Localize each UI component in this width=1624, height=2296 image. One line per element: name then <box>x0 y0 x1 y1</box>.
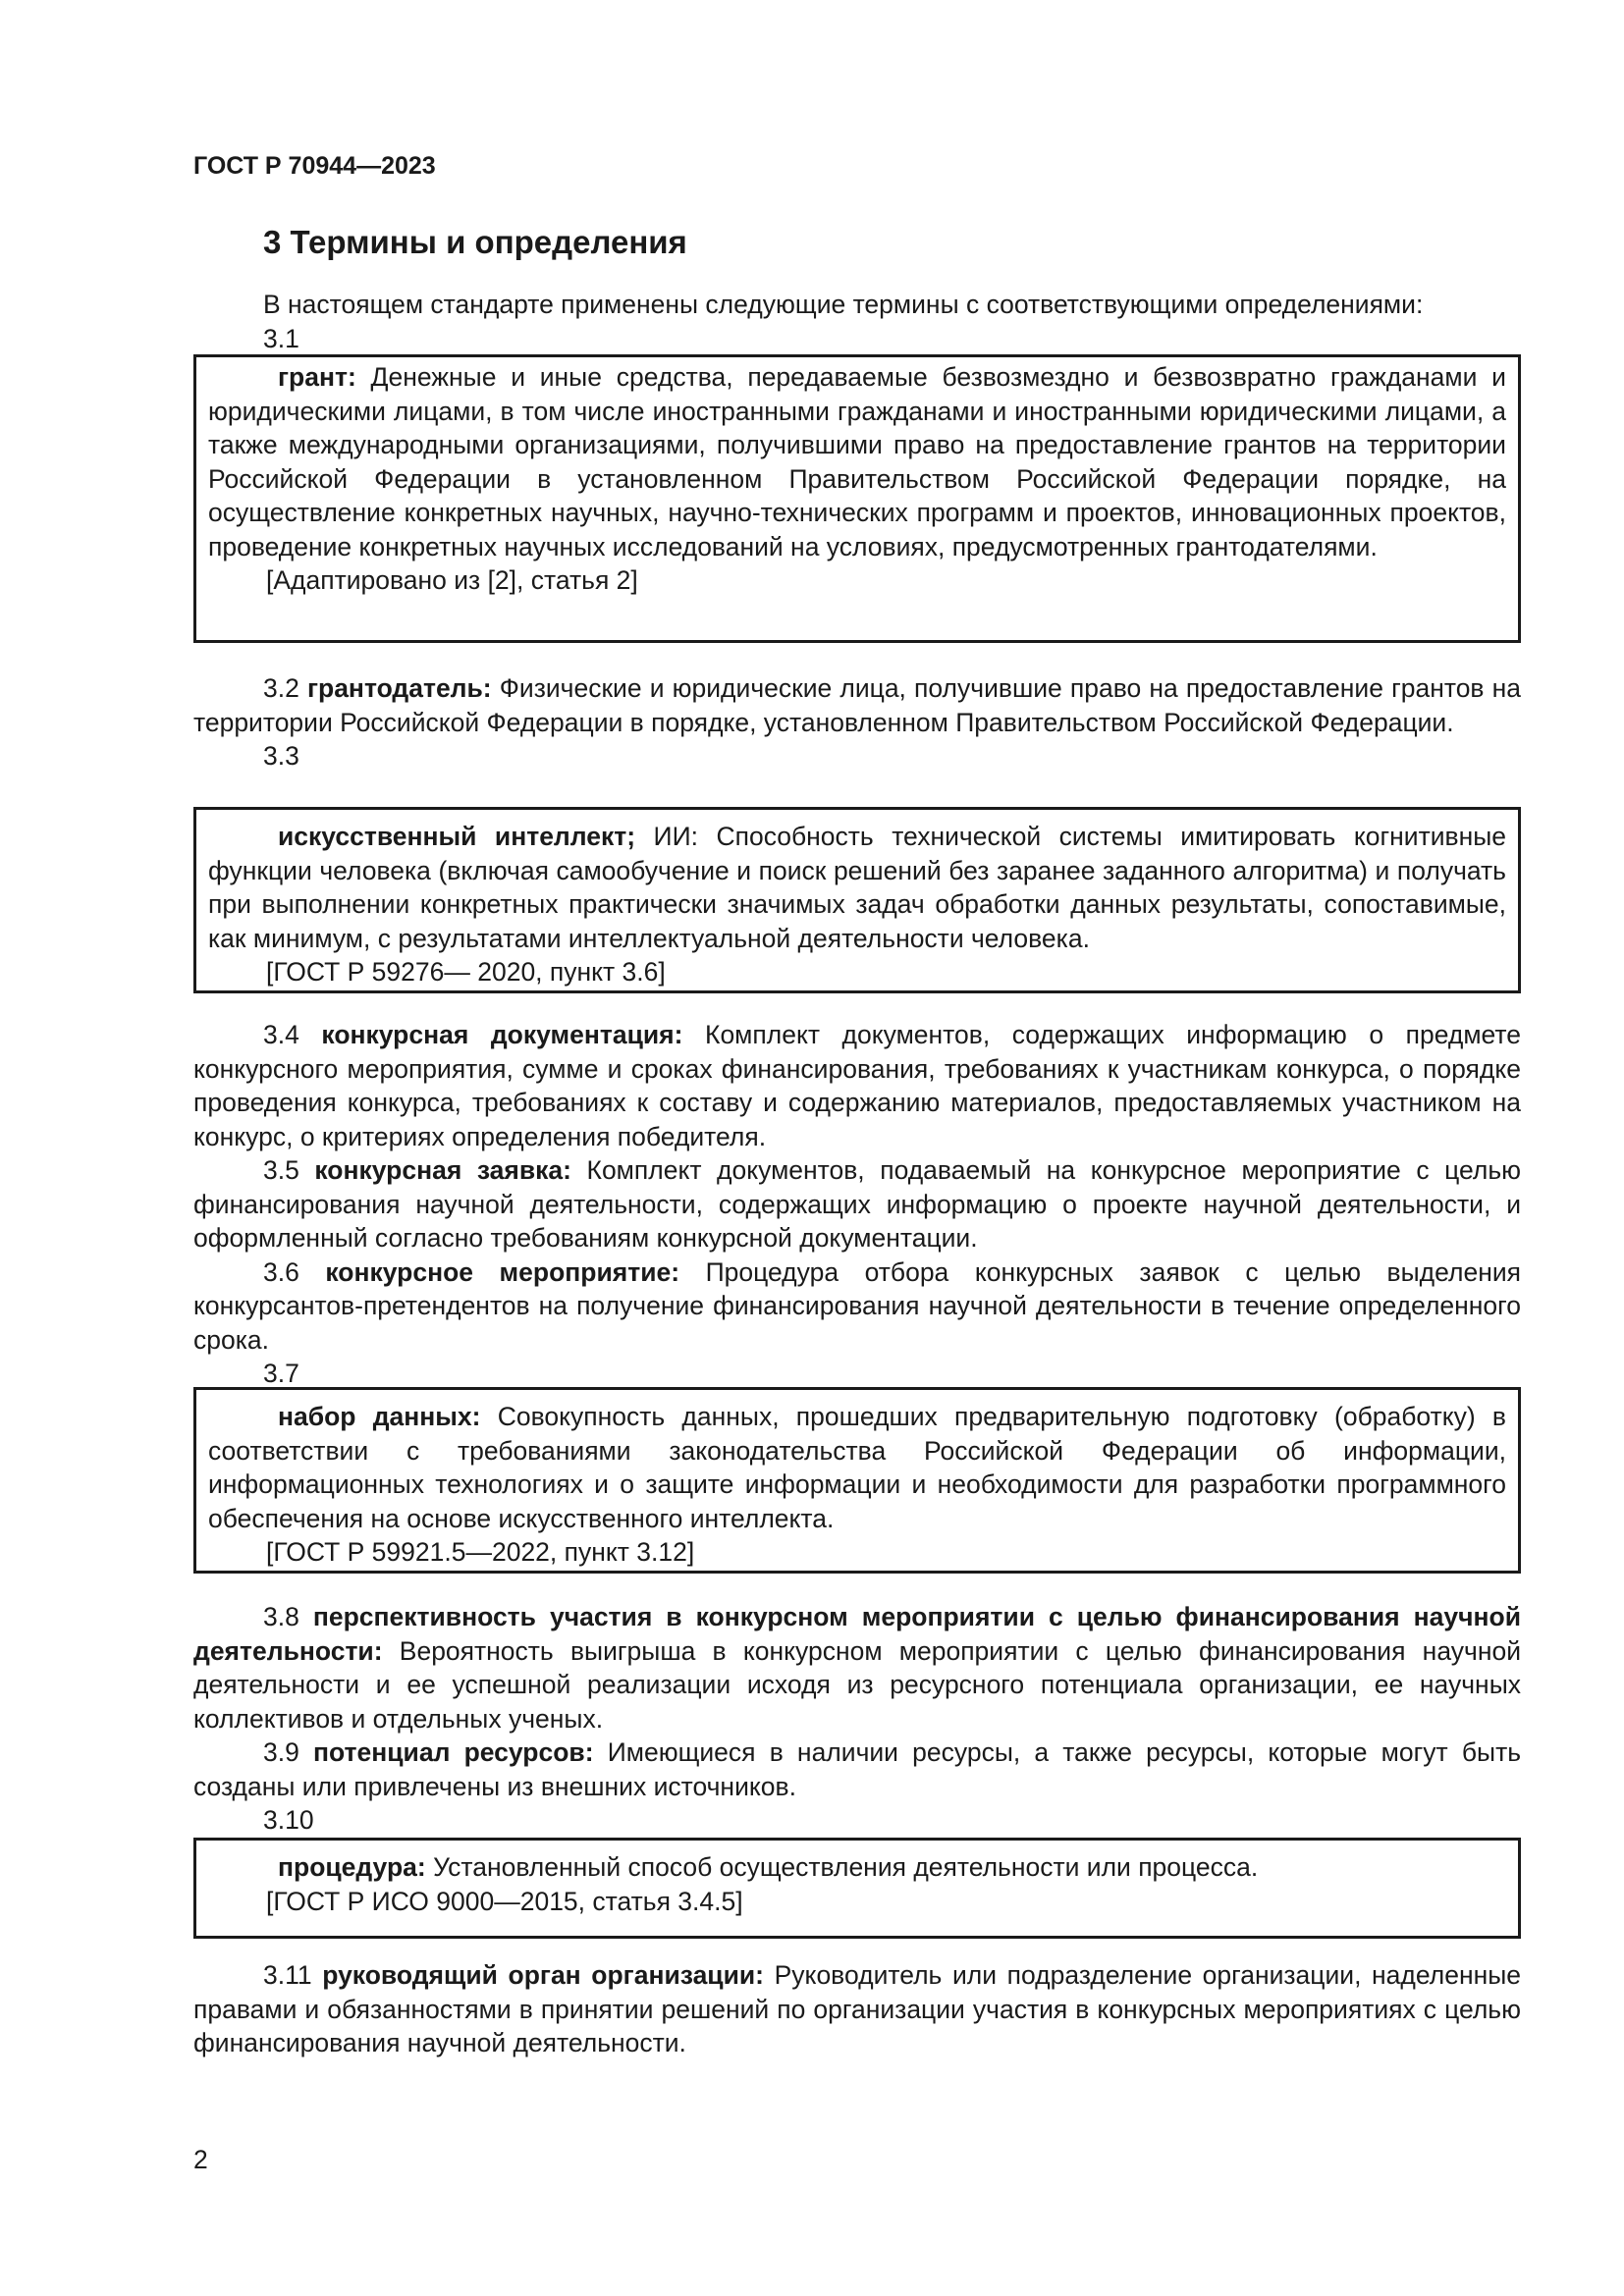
term-number: 3.7 <box>263 1359 299 1388</box>
term-name: конкурсная заявка: <box>314 1155 571 1185</box>
term-definition: Комплект документов, содержащих информацию о предмете конкурсного мероприятия, сумме и сроках финансирования, требованиях к участникам конкурса, о порядке проведения конкурса, требованиях к составу и содержанию материалов, предоставляемых участником на конкурс, о критериях определения победителя. <box>193 1020 1521 1151</box>
term-box-3-10 <box>193 1838 1521 1939</box>
intro-text: В настоящем стандарте применены следующие термины с соответствующими определениями: <box>263 290 1424 319</box>
term-box-3-3 <box>193 807 1521 993</box>
term-number: 3.11 <box>263 1960 323 1990</box>
term-source: [Адаптировано из [2], статья 2] <box>266 565 638 595</box>
term-number: 3.1 <box>263 323 299 353</box>
term-number: 3.4 <box>263 1020 322 1049</box>
term-source: [ГОСТ Р 59921.5—2022, пункт 3.12] <box>266 1537 695 1567</box>
term-definition: Вероятность выигрыша в конкурсном мероприятии с целью финансирования научной деятельности и ее успешной реализации исходя из ресурсного потенциала организации, ее научных коллективов и отдельных ученых. <box>193 1635 1521 1734</box>
term-number: 3.5 <box>263 1155 315 1185</box>
section-intro <box>193 288 1521 355</box>
term-number: 3.6 <box>263 1256 326 1287</box>
term-3-2 <box>193 671 1521 774</box>
term-number: 3.10 <box>263 1805 314 1835</box>
term-definition: Установленный способ осуществления деятельности или процесса. <box>425 1852 1259 1882</box>
section-title: 3 Термины и определения <box>263 224 687 260</box>
terms-3-8-to-3-9 <box>193 1600 1521 1838</box>
term-box-3-1 <box>193 354 1521 643</box>
term-definition: Денежные и иные средства, передаваемые безвозмездно и безвозвратно гражданами и юридическими лицами, в том числе иностранными гражданами и иностранными юридическими лицами, а также международными организациями, получившими право на предоставление грантов на территории Российской Федерации в установленном Правительством Российской Федерации порядке, на осуществление конкретных научных, научно-технических программ и проектов, инновационных проектов, проведение конкретных научных исследований на условиях, предусмотренных грантодателями. <box>208 362 1506 561</box>
term-definition: Физические и юридические лица, получившие право на предоставление грантов на территории Российской Федерации в порядке, установленном Правительством Российской Федерации. <box>193 673 1521 737</box>
term-definition: Совокупность данных, прошедших предварительную подготовку (обработку) в соответствии с требованиями законодательства Российской Федерации об информации, информационных технологиях и о защите информации и необходимости для разработки программного обеспечения на основе искусственного интеллекта. <box>208 1402 1506 1533</box>
term-number: 3.8 <box>263 1602 313 1631</box>
term-name: процедура: <box>278 1852 426 1882</box>
term-source: [ГОСТ Р 59276— 2020, пункт 3.6] <box>266 957 666 987</box>
term-box-3-7 <box>193 1387 1521 1574</box>
term-name: набор данных: <box>278 1402 481 1431</box>
term-definition: Процедура отбора конкурсных заявок с целью выделения конкурсантов-претендентов на получение финансирования научной деятельности в течение определенного срока. <box>193 1256 1521 1355</box>
term-3-11 <box>193 1958 1521 2060</box>
document-code: ГОСТ Р 70944—2023 <box>193 152 436 180</box>
term-name: перспективность участия в конкурсном мероприятии с целью финансирования научной деятельности: <box>193 1602 1521 1666</box>
term-name: искусственный интеллект; <box>278 822 636 851</box>
term-name: конкурсное мероприятие: <box>325 1256 680 1287</box>
term-definition: Руководитель или подразделение организации, наделенные правами и обязанностями в принятии решений по организации участия в конкурсных мероприятиях с целью финансирования научной деятельности. <box>193 1960 1521 2057</box>
page-number: 2 <box>193 2145 208 2174</box>
term-number: 3.3 <box>263 741 299 771</box>
term-name: грант: <box>278 362 356 392</box>
term-name: грантодатель: <box>306 673 492 703</box>
term-number: 3.2 <box>263 673 307 703</box>
term-name: потенциал ресурсов: <box>313 1737 594 1767</box>
term-number: 3.9 <box>263 1737 314 1767</box>
term-definition: ИИ: Способность технической системы имитировать когнитивные функции человека (включая самообучение и поиск решений без заранее заданного алгоритма) и получать при выполнении конкретных практически значимых задач обработки данных результаты, сопоставимые, как минимум, с результатами интеллектуальной деятельности человека. <box>208 822 1507 953</box>
term-source: [ГОСТ Р ИСО 9000—2015, статья 3.4.5] <box>266 1886 743 1916</box>
term-name: руководящий орган организации: <box>322 1960 765 1990</box>
term-definition: Имеющиеся в наличии ресурсы, а также ресурсы, которые могут быть созданы или привлечены из внешних источников. <box>193 1737 1522 1801</box>
term-name: конкурсная документация: <box>321 1020 683 1049</box>
term-definition: Комплект документов, подаваемый на конкурсное мероприятие с целью финансирования научной деятельности, содержащих информацию о проекте научной деятельности, и оформленный согласно требованиям конкурсной документации. <box>193 1155 1522 1253</box>
terms-3-4-to-3-6 <box>193 1018 1521 1391</box>
